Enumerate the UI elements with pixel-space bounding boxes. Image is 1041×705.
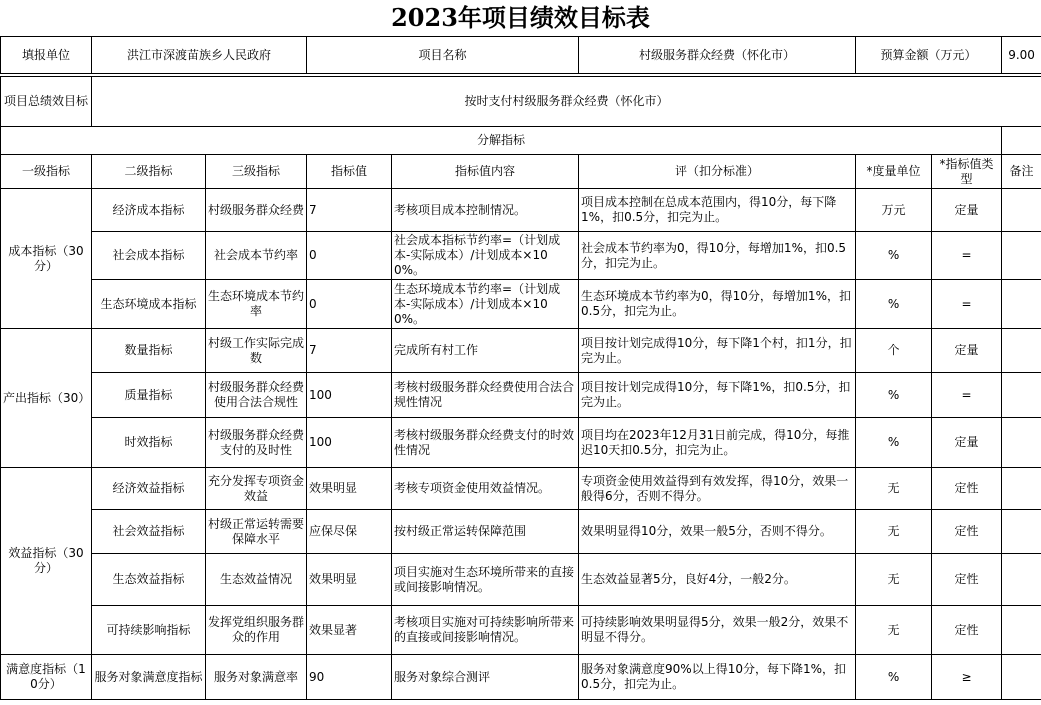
cell-criteria: 专项资金使用效益得到有效发挥，得10分，效果一般得6分，否则不得分。 [579,468,856,510]
group-output: 产出指标（30） [1,329,92,468]
cell-type: 定性 [932,606,1002,655]
cell-criteria: 生态效益显著5分，良好4分，一般2分。 [579,554,856,606]
cell-note [1002,373,1041,418]
cell-note [1002,418,1041,468]
table-row [1,554,1041,606]
table-row [1,329,1041,373]
cell-type: 定量 [932,189,1002,232]
cell-value: 7 [307,189,392,232]
cell-criteria: 生态环境成本节约率为0，得10分，每增加1%，扣0.5分，扣完为止。 [579,280,856,329]
cell-l2: 服务对象满意度指标 [92,655,206,700]
cell-l2: 社会效益指标 [92,510,206,554]
cell-unit: % [856,418,932,468]
cell-value: 90 [307,655,392,700]
cell-l3: 生态效益情况 [206,554,307,606]
group-benefit: 效益指标（30分） [1,468,92,655]
table-row [1,655,1041,700]
cell-unit: 无 [856,554,932,606]
unit-label: 填报单位 [1,37,92,74]
budget-value: 9.00 [1002,37,1041,74]
cell-note [1002,606,1041,655]
cell-l3: 充分发挥专项资金效益 [206,468,307,510]
group-cost: 成本指标（30分） [1,189,92,329]
cell-value: 100 [307,373,392,418]
cell-note [1002,554,1041,606]
table-row [1,606,1041,655]
cell-note [1002,329,1041,373]
breakdown-label: 分解指标 [1,127,1002,155]
cell-note [1002,189,1041,232]
unit-value: 洪江市深渡苗族乡人民政府 [92,37,307,74]
header-type: *指标值类型 [932,155,1002,189]
header-l3: 三级指标 [206,155,307,189]
cell-type: 定性 [932,468,1002,510]
table-row [1,468,1041,510]
cell-l2: 经济效益指标 [92,468,206,510]
cell-content: 完成所有村工作 [392,329,579,373]
table-row [1,373,1041,418]
cell-note [1002,510,1041,554]
cell-unit: 无 [856,510,932,554]
table-row [1,232,1041,280]
cell-unit: 万元 [856,189,932,232]
header-note: 备注 [1002,155,1041,189]
info-row [1,37,1041,74]
cell-l2: 经济成本指标 [92,189,206,232]
cell-l3: 村级服务群众经费 [206,189,307,232]
cell-content: 考核村级服务群众经费支付的时效性情况 [392,418,579,468]
cell-criteria: 项目成本控制在总成本范围内，得10分，每下降1%，扣0.5分，扣完为止。 [579,189,856,232]
goal-label: 项目总绩效目标 [1,77,92,127]
header-l1: 一级指标 [1,155,92,189]
cell-type: = [932,373,1002,418]
cell-criteria: 项目均在2023年12月31日前完成，得10分，每推迟10天扣0.5分，扣完为止。 [579,418,856,468]
cell-type: 定性 [932,554,1002,606]
cell-criteria: 效果明显得10分，效果一般5分，否则不得分。 [579,510,856,554]
cell-l2: 社会成本指标 [92,232,206,280]
cell-content: 考核项目实施对可持续影响所带来的直接或间接影响情况。 [392,606,579,655]
cell-unit: % [856,280,932,329]
cell-note [1002,280,1041,329]
cell-criteria: 项目按计划完成得10分，每下降1%，扣0.5分，扣完为止。 [579,373,856,418]
cell-l3: 生态环境成本节约率 [206,280,307,329]
cell-content: 服务对象综合测评 [392,655,579,700]
group-satisfaction: 满意度指标（10分） [1,655,92,700]
cell-l2: 生态环境成本指标 [92,280,206,329]
header-l2: 二级指标 [92,155,206,189]
cell-criteria: 可持续影响效果明显得5分，效果一般2分，效果不明显不得分。 [579,606,856,655]
table-row [1,280,1041,329]
cell-type: = [932,280,1002,329]
cell-content: 项目实施对生态环境所带来的直接或间接影响情况。 [392,554,579,606]
cell-l3: 服务对象满意率 [206,655,307,700]
header-value: 指标值 [307,155,392,189]
performance-table [0,36,1041,700]
cell-type: 定性 [932,510,1002,554]
table-row [1,510,1041,554]
cell-unit: 个 [856,329,932,373]
cell-criteria: 社会成本节约率为0，得10分，每增加1%，扣0.5分，扣完为止。 [579,232,856,280]
cell-content: 考核项目成本控制情况。 [392,189,579,232]
cell-type: 定量 [932,329,1002,373]
cell-content: 社会成本指标节约率=（计划成本-实际成本）/计划成本×100%。 [392,232,579,280]
table-title: 2023年项目绩效目标表 [391,3,650,32]
cell-value: 7 [307,329,392,373]
cell-criteria: 服务对象满意度90%以上得10分，每下降1%，扣0.5分，扣完为止。 [579,655,856,700]
cell-content: 按村级正常运转保障范围 [392,510,579,554]
cell-l2: 数量指标 [92,329,206,373]
cell-unit: 无 [856,468,932,510]
cell-l2: 可持续影响指标 [92,606,206,655]
cell-value: 效果明显 [307,554,392,606]
cell-value: 效果显著 [307,606,392,655]
cell-l3: 发挥党组织服务群众的作用 [206,606,307,655]
header-unit: *度量单位 [856,155,932,189]
cell-value: 应保尽保 [307,510,392,554]
cell-value: 100 [307,418,392,468]
cell-note [1002,232,1041,280]
cell-l3: 社会成本节约率 [206,232,307,280]
cell-type: 定量 [932,418,1002,468]
cell-value: 0 [307,280,392,329]
cell-unit: % [856,232,932,280]
cell-content: 考核村级服务群众经费使用合法合规性情况 [392,373,579,418]
cell-value: 0 [307,232,392,280]
header-row [1,155,1041,189]
goal-row [1,77,1041,127]
breakdown-row [1,127,1041,155]
cell-l3: 村级服务群众经费支付的及时性 [206,418,307,468]
cell-unit: 无 [856,606,932,655]
table-row [1,189,1041,232]
breakdown-empty-cell [1002,127,1041,155]
cell-content: 生态环境成本节约率=（计划成本-实际成本）/计划成本×100%。 [392,280,579,329]
cell-unit: % [856,373,932,418]
cell-value: 效果明显 [307,468,392,510]
goal-value: 按时支付村级服务群众经费（怀化市） [92,77,1041,127]
budget-label: 预算金额（万元） [856,37,1002,74]
header-criteria: 评（扣分标准） [579,155,856,189]
cell-content: 考核专项资金使用效益情况。 [392,468,579,510]
cell-note [1002,468,1041,510]
project-name-value: 村级服务群众经费（怀化市） [579,37,856,74]
cell-criteria: 项目按计划完成得10分，每下降1个村，扣1分，扣完为止。 [579,329,856,373]
cell-type: = [932,232,1002,280]
cell-type: ≥ [932,655,1002,700]
cell-l3: 村级服务群众经费使用合法合规性 [206,373,307,418]
cell-l3: 村级正常运转需要保障水平 [206,510,307,554]
header-content: 指标值内容 [392,155,579,189]
cell-l2: 质量指标 [92,373,206,418]
cell-unit: % [856,655,932,700]
project-name-label: 项目名称 [307,37,579,74]
cell-note [1002,655,1041,700]
cell-l3: 村级工作实际完成数 [206,329,307,373]
cell-l2: 时效指标 [92,418,206,468]
cell-l2: 生态效益指标 [92,554,206,606]
table-row [1,418,1041,468]
